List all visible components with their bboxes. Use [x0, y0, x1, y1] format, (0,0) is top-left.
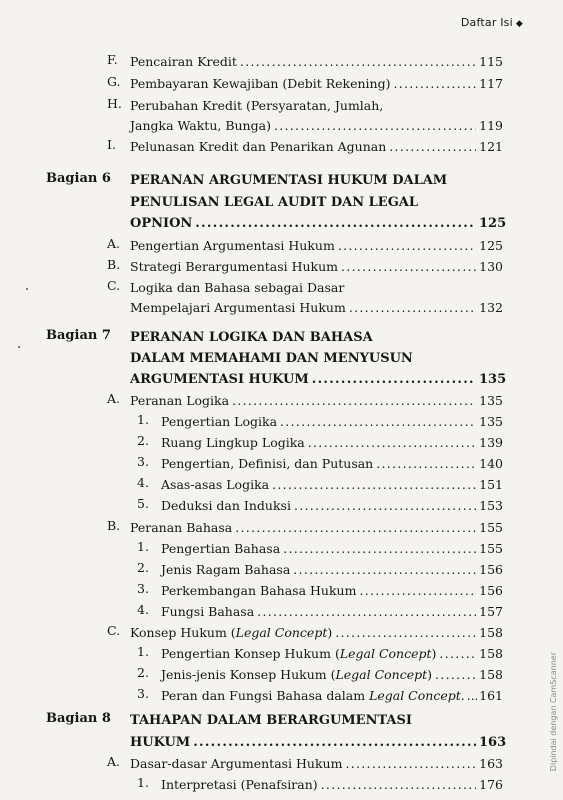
toc-entry-b6c	[130, 298, 503, 318]
entry-text-italic: Legal Concept	[369, 688, 461, 703]
page-number: 140	[479, 456, 503, 471]
toc-entry-b7c1	[161, 644, 503, 664]
entry-text-part: Jenis-jenis Konsep Hukum (	[161, 667, 336, 682]
entry-text-end: .	[460, 688, 465, 703]
bagian-6-title-line2	[130, 193, 418, 213]
entry-label: 3.	[137, 581, 149, 596]
page-number: 156	[479, 562, 503, 577]
page-number: 130	[479, 259, 503, 274]
toc-entry-b8a	[130, 754, 503, 774]
diamond-icon: ◆	[515, 19, 523, 29]
entry-text	[161, 686, 465, 706]
chapter-title: PERANAN LOGIKA DAN BAHASA	[130, 330, 373, 345]
leader-dots	[235, 518, 476, 538]
entry-text-end: )	[431, 646, 437, 661]
toc-entry-b7c2	[161, 665, 503, 685]
entry-label-h: H.	[107, 96, 122, 111]
leader-dots	[294, 496, 476, 516]
entry-text: Strategi Berargumentasi Hukum	[130, 259, 339, 274]
leader-dots	[345, 754, 476, 774]
page-number: 153	[479, 498, 503, 513]
leader-dots	[193, 733, 476, 753]
entry-text-part: Konsep Hukum (	[130, 625, 236, 640]
entry-label: 1.	[137, 644, 149, 659]
entry-label: B.	[107, 518, 121, 533]
scan-speck	[18, 346, 20, 348]
page-number: 157	[479, 604, 503, 619]
entry-text-end: )	[327, 625, 333, 640]
entry-text: Interpretasi (Penafsiran)	[161, 777, 318, 792]
page-number: 158	[479, 625, 503, 640]
toc-entry-g	[130, 74, 503, 94]
page-number: 139	[479, 435, 503, 450]
entry-text: Logika dan Bahasa sebagai Dasar	[130, 280, 345, 295]
entry-text: Dasar-dasar Argumentasi Hukum	[130, 756, 343, 771]
entry-label: 2.	[137, 665, 149, 680]
entry-text: Asas-asas Logika	[161, 477, 270, 492]
entry-label: 1.	[137, 412, 149, 427]
leader-dots	[435, 665, 476, 685]
leader-dots	[308, 433, 476, 453]
entry-text-part: Pengertian Konsep Hukum (	[161, 646, 340, 661]
leader-dots	[240, 52, 476, 72]
bagian-6-title-line1	[130, 171, 447, 191]
page-number: 155	[479, 520, 503, 535]
entry-label: 2.	[137, 560, 149, 575]
chapter-title: PERANAN ARGUMENTASI HUKUM DALAM	[130, 173, 448, 188]
entry-label: C.	[107, 278, 121, 293]
entry-text: Pembayaran Kewajiban (Debit Rekening)	[130, 76, 391, 91]
toc-entry-f	[130, 52, 503, 72]
bagian-7-title-line1	[130, 328, 373, 348]
entry-text: Jenis Ragam Bahasa	[161, 562, 291, 577]
entry-label-g: G.	[107, 74, 121, 89]
header-title: Daftar Isi	[460, 16, 513, 29]
chapter-title: TAHAPAN DALAM BERARGUMENTASI	[130, 713, 412, 728]
page-number: 132	[479, 300, 503, 315]
entry-text: Pengertian Logika	[161, 414, 278, 429]
toc-entry-b7b3	[161, 581, 503, 601]
page-number: 158	[479, 646, 503, 661]
entry-text: Pengertian, Definisi, dan Putusan	[161, 456, 374, 471]
toc-entry-b6a	[130, 236, 503, 256]
entry-text: Pengertian Bahasa	[161, 541, 281, 556]
entry-text-italic: Legal Concept	[339, 646, 432, 661]
page-number: 119	[479, 118, 503, 133]
entry-label: 1.	[137, 539, 149, 554]
entry-text: Pengertian Argumentasi Hukum	[130, 238, 335, 253]
entry-text	[161, 665, 432, 685]
toc-entry-b6c-line1	[130, 278, 344, 298]
entry-text: Perkembangan Bahasa Hukum	[161, 583, 357, 598]
scanner-watermark: Dipindai dengan CamScanner	[549, 652, 558, 772]
page-number: 161	[479, 688, 503, 703]
chapter-title: HUKUM	[130, 735, 191, 750]
entry-text-part: Peran dan Fungsi Bahasa dalam	[161, 688, 370, 703]
bagian-7-title	[130, 370, 507, 390]
page-number: 163	[479, 756, 503, 771]
leader-dots	[338, 236, 476, 256]
page-number: 117	[479, 76, 503, 91]
chapter-title: DALAM MEMAHAMI DAN MENYUSUN	[130, 351, 413, 366]
leader-dots	[376, 454, 476, 474]
leader-dots	[283, 539, 476, 559]
leader-dots	[312, 370, 476, 390]
entry-text	[130, 623, 332, 643]
entry-text	[161, 644, 436, 664]
leader-dots	[293, 560, 476, 580]
bagian-7-title-line2	[130, 349, 413, 369]
toc-entry-b7a5	[161, 496, 503, 516]
entry-label: A.	[107, 754, 121, 769]
chapter-title: PENULISAN LEGAL AUDIT DAN LEGAL	[130, 195, 419, 210]
page-number: 151	[479, 477, 503, 492]
toc-entry-b7b1	[161, 539, 503, 559]
entry-text: Ruang Lingkup Logika	[161, 435, 305, 450]
toc-entry-b7b2	[161, 560, 503, 580]
toc-entry-b7a3	[161, 454, 503, 474]
page-number: 115	[479, 54, 503, 69]
toc-entry-b7a1	[161, 412, 503, 432]
toc-entry-b7c3	[161, 686, 503, 706]
entry-label: 3.	[137, 454, 149, 469]
page-number: 135	[479, 414, 503, 429]
leader-dots	[335, 623, 476, 643]
bagian-label-6: Bagian 6	[46, 171, 111, 186]
toc-entry-b7c	[130, 623, 503, 643]
page-number: 156	[479, 583, 503, 598]
entry-label: 3.	[137, 686, 149, 701]
leader-dots	[439, 644, 476, 664]
entry-text-italic: Legal Concept	[335, 667, 428, 682]
entry-text-italic: Legal Concept	[235, 625, 328, 640]
entry-text: Peranan Logika	[130, 393, 230, 408]
toc-entry-b7a2	[161, 433, 503, 453]
toc-entry-b7b	[130, 518, 503, 538]
page-number: 155	[479, 541, 503, 556]
leader-dots	[232, 391, 476, 411]
entry-label: 2.	[137, 433, 149, 448]
leader-dots	[321, 775, 476, 795]
page-number: 121	[479, 139, 503, 154]
toc-entry-b7a4	[161, 475, 503, 495]
entry-label: A.	[107, 391, 121, 406]
page-number: 135	[479, 393, 503, 408]
entry-text-end: )	[427, 667, 433, 682]
scan-speck	[26, 288, 28, 290]
entry-text: Fungsi Bahasa	[161, 604, 255, 619]
leader-dots	[272, 475, 476, 495]
toc-entry-i	[130, 137, 503, 157]
leader-dots	[389, 137, 476, 157]
leader-dots	[467, 686, 477, 706]
entry-text: Deduksi dan Induksi	[161, 498, 291, 513]
leader-dots	[341, 257, 476, 277]
toc-entry-h	[130, 116, 503, 136]
chapter-title: ARGUMENTASI HUKUM	[130, 372, 309, 387]
bagian-label-8: Bagian 8	[46, 711, 111, 726]
entry-label: 4.	[137, 602, 149, 617]
page-number: 176	[479, 777, 503, 792]
entry-text: Pencairan Kredit	[130, 54, 237, 69]
entry-label-i: I.	[107, 137, 116, 152]
running-header	[461, 16, 523, 29]
entry-label: 4.	[137, 475, 149, 490]
page-number: 125	[479, 216, 507, 231]
bagian-6-title	[130, 214, 507, 234]
entry-text: Pelunasan Kredit dan Penarikan Agunan	[130, 139, 387, 154]
entry-text: Jangka Waktu, Bunga)	[130, 118, 271, 133]
entry-label: 1.	[137, 775, 149, 790]
page-number: 163	[479, 735, 507, 750]
leader-dots	[195, 214, 476, 234]
entry-text: Peranan Bahasa	[130, 520, 233, 535]
toc-entry-b7b4	[161, 602, 503, 622]
entry-text: Perubahan Kredit (Persyaratan, Jumlah,	[130, 98, 384, 113]
toc-entry-b6b	[130, 257, 503, 277]
toc-entry-b7a	[130, 391, 503, 411]
toc-entry-b8a1	[161, 775, 503, 795]
entry-label-f: F.	[107, 52, 118, 67]
leader-dots	[274, 116, 476, 136]
page-number: 125	[479, 238, 503, 253]
entry-label: B.	[107, 257, 121, 272]
entry-label: C.	[107, 623, 121, 638]
leader-dots	[393, 74, 476, 94]
leader-dots	[359, 581, 476, 601]
page-number: 158	[479, 667, 503, 682]
bagian-label-7: Bagian 7	[46, 328, 111, 343]
page-number: 135	[479, 372, 507, 387]
bagian-8-title	[130, 733, 507, 753]
leader-dots	[349, 298, 476, 318]
chapter-title: OPNION	[130, 216, 193, 231]
bagian-8-title-line1	[130, 711, 412, 731]
leader-dots	[280, 412, 476, 432]
entry-label: 5.	[137, 496, 149, 511]
entry-label: A.	[107, 236, 121, 251]
toc-entry-h-line1	[130, 96, 383, 116]
entry-text: Mempelajari Argumentasi Hukum	[130, 300, 346, 315]
leader-dots	[257, 602, 476, 622]
